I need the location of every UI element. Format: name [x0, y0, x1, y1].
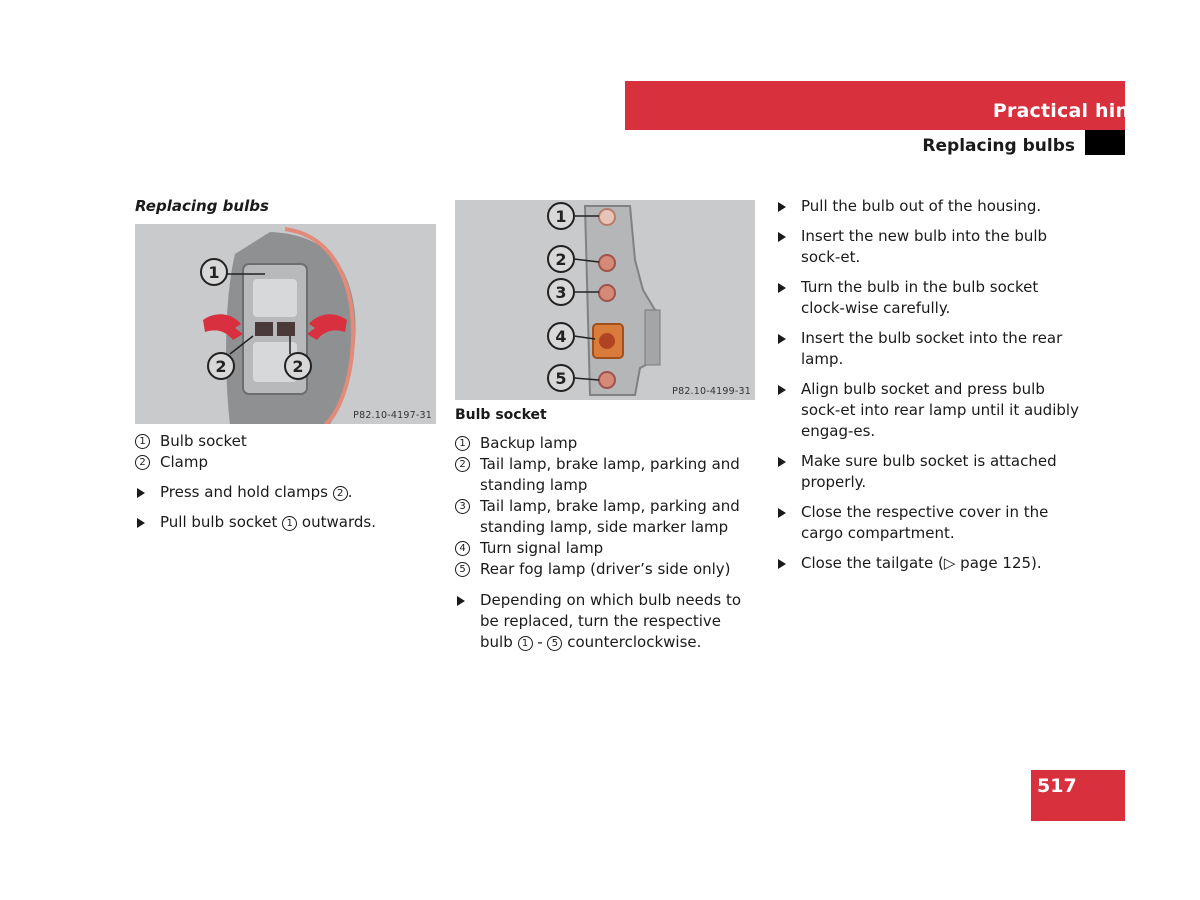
svg-text:2: 2	[215, 357, 227, 376]
bulb-socket-photo	[455, 200, 755, 400]
bullet-triangle-icon	[457, 596, 465, 606]
step-item: Depending on which bulb needs to be replaced, turn the respective bulb 1 - 5 counterclockwise.	[455, 590, 755, 653]
photo-code: P82.10-4199-31	[672, 386, 751, 397]
legend-item: 2 Tail lamp, brake lamp, parking and standing lamp	[455, 454, 755, 496]
section-title: Replacing bulbs	[135, 197, 269, 215]
figure-caption: Bulb socket	[455, 407, 547, 423]
legend-item: 1 Backup lamp	[455, 433, 755, 454]
svg-text:4: 4	[555, 327, 567, 346]
legend-item: 4 Turn signal lamp	[455, 538, 755, 559]
bullet-triangle-icon	[778, 283, 786, 293]
middle-legend	[455, 433, 755, 580]
step-item: Pull bulb socket 1 outwards.	[135, 512, 435, 533]
legend-item: 3 Tail lamp, brake lamp, parking and standing lamp, side marker lamp	[455, 496, 755, 538]
photo-code: P82.10-4197-31	[353, 410, 432, 421]
step-item: Press and hold clamps 2 .	[135, 482, 435, 503]
chapter-title: Practical hints	[992, 100, 1150, 122]
bullet-triangle-icon	[778, 559, 786, 569]
rear-lamp-photo	[135, 224, 436, 424]
header-marker	[1085, 130, 1125, 155]
svg-text:1: 1	[555, 207, 567, 226]
svg-text:1: 1	[208, 263, 220, 282]
bullet-triangle-icon	[778, 457, 786, 467]
legend-item: 5 Rear fog lamp (driver’s side only)	[455, 559, 755, 580]
step-item: Insert the bulb socket into the rear lamp.	[776, 328, 1081, 370]
middle-steps	[455, 590, 755, 662]
bullet-triangle-icon	[778, 232, 786, 242]
section-heading: Replacing bulbs	[922, 136, 1075, 156]
bullet-triangle-icon	[137, 518, 145, 528]
bullet-triangle-icon	[137, 488, 145, 498]
left-steps	[135, 482, 435, 542]
bullet-triangle-icon	[778, 334, 786, 344]
step-item: Make sure bulb socket is attached properly.	[776, 451, 1081, 493]
left-legend	[135, 431, 435, 473]
bullet-triangle-icon	[778, 508, 786, 518]
step-item: Close the respective cover in the cargo compartment.	[776, 502, 1081, 544]
bullet-triangle-icon	[778, 202, 786, 212]
page-number: 517	[1037, 775, 1077, 797]
svg-text:3: 3	[555, 283, 567, 302]
step-item: Align bulb socket and press bulb sock-et into rear lamp until it audibly engag-es.	[776, 379, 1081, 442]
legend-item: 1 Bulb socket	[135, 431, 435, 452]
step-item: Close the tailgate (▷ page 125).	[776, 553, 1081, 574]
right-steps	[776, 196, 1081, 583]
legend-item: 2 Clamp	[135, 452, 435, 473]
svg-text:2: 2	[292, 357, 304, 376]
bullet-triangle-icon	[778, 385, 786, 395]
step-item: Pull the bulb out of the housing.	[776, 196, 1081, 217]
step-item: Turn the bulb in the bulb socket clock-wise carefully.	[776, 277, 1081, 319]
svg-text:5: 5	[555, 369, 567, 388]
svg-text:2: 2	[555, 250, 567, 269]
step-item: Insert the new bulb into the bulb sock-et.	[776, 226, 1081, 268]
